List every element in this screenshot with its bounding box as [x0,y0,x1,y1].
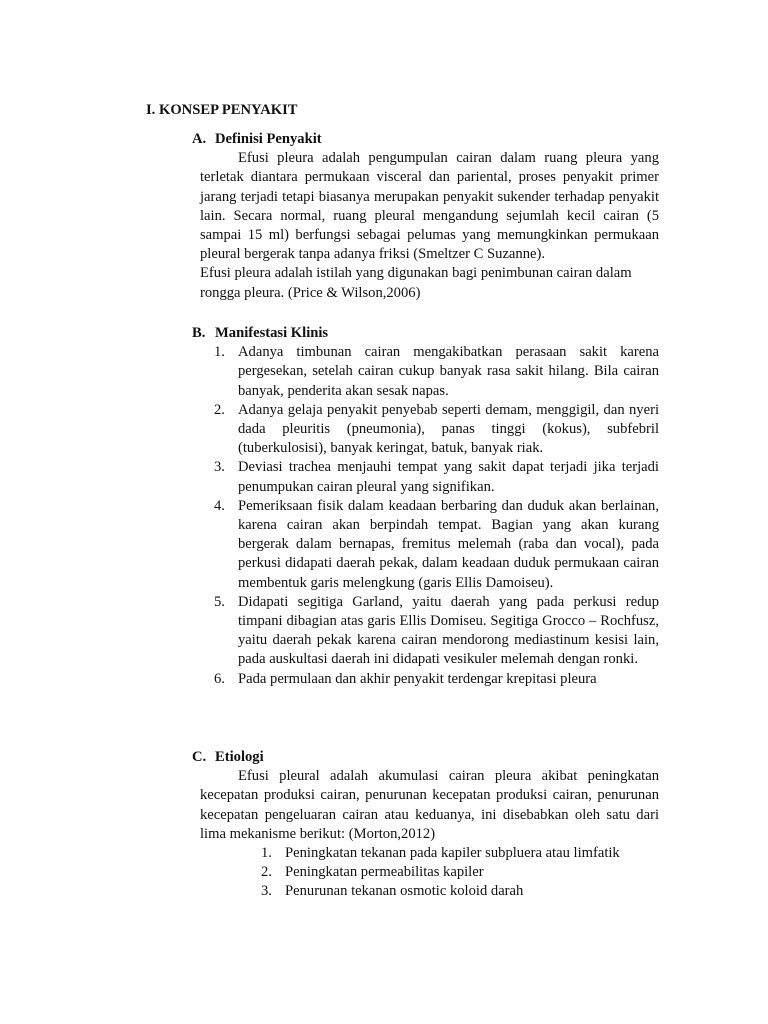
section-b-mark: B. [192,325,206,341]
list-item-text: Peningkatan permeabilitas kapiler [285,864,484,881]
etiologi-list [192,844,659,902]
list-item [261,882,659,901]
section-c-title-text: Etiologi [215,749,264,765]
section-c-body [192,767,659,844]
section-a-body [192,149,659,303]
list-item [214,670,659,689]
list-item-text: Penurunan tekanan osmotic koloid darah [285,883,524,900]
list-item-number: 2. [261,864,272,881]
list-item-text: Pada permulaan dan akhir penyakit terdengar krepitasi pleura [238,670,597,687]
section-a-title [192,130,659,149]
list-item-number: 3. [214,459,225,476]
list-item-number: 5. [214,593,225,610]
section-b [192,324,659,689]
list-item [214,401,659,459]
manifestasi-list [192,343,659,689]
section-c [192,748,659,902]
section-c-title [192,748,659,767]
list-item-number: 4. [214,497,225,514]
section-b-title-text: Manifestasi Klinis [215,325,329,341]
section-c-mark: C. [192,749,207,765]
section-a-mark: A. [192,131,207,147]
list-item [261,863,659,882]
list-item-number: 6. [214,670,225,687]
section-a-title-text: Definisi Penyakit [215,131,322,147]
list-item-number: 1. [261,845,272,862]
list-item-number: 3. [261,883,272,900]
list-item-number: 2. [214,401,225,418]
list-item [214,458,659,496]
list-item [214,593,659,670]
list-item-number: 1. [214,344,225,361]
list-item-text: Deviasi trachea menjauhi tempat yang sakit dapat terjadi jika terjadi penumpukan cairan pleural yang signifikan. [238,459,659,495]
list-item-text: Pemeriksaan fisik dalam keadaan berbaring dan duduk akan berlainan, karena cairan akan berpindah tempat. Bagian yang akan kurang bergerak dalam bernapas, fremitus melemah (raba dan vocal), pada perkusi didapati daerah pekak, dalam keadaan duduk permukaan cairan membentuk garis melengkung (garis Ellis Damoiseu). [238,497,659,591]
list-item-text: Adanya gelaja penyakit penyebab seperti demam, menggigil, dan nyeri dada pleuritis (pneumonia), panas tinggi (kokus), subfebril (tuberkulosisi), banyak keringat, batuk, banyak riak. [238,401,659,457]
main-heading: I. KONSEP PENYAKIT [146,102,298,118]
list-item [261,844,659,863]
list-item [214,497,659,593]
section-b-title [192,324,659,343]
list-item-text: Didapati segitiga Garland, yaitu daerah yang pada perkusi redup timpani dibagian atas garis Ellis Domiseu. Segitiga Grocco – Rochfusz, yaitu daerah pekak karena cairan mendorong mediastinum kesisi lain, pada auskultasi daerah ini didapati vesikuler melemah dengan ronki. [238,593,659,668]
section-a-paragraph-2: Efusi pleura adalah istilah yang digunakan bagi penimbunan cairan dalam rongga pleura. (Price & Wilson,2006) [200,265,632,301]
list-item-text: Adanya timbunan cairan mengakibatkan perasaan sakit karena pergesekan, setelah cairan cukup banyak rasa sakit hilang. Bila cairan banyak, penderita akan sesak napas. [238,344,659,399]
list-item-text: Peningkatan tekanan pada kapiler subpluera atau limfatik [285,845,620,862]
section-a [192,130,659,303]
section-c-paragraph-1: Efusi pleural adalah akumulasi cairan pleura akibat peningkatan kecepatan produksi cairan, penurunan kecepatan produksi cairan, penurunan kecepatan pengeluaran cairan atau keduanya, ini disebabkan oleh satu dari lima mekanisme berikut: (Morton,2012) [200,768,659,842]
section-a-paragraph-1: Efusi pleura adalah pengumpulan cairan dalam ruang pleura yang terletak diantara permukaan visceral dan pariental, proses penyakit primer jarang terjadi tetapi biasanya merupakan penyakit sukender terhadap penyakit lain. Secara normal, ruang pleural mengandung sejumlah kecil cairan (5 sampai 15 ml) berfungsi sebagai pelumas yang memungkinkan permukaan pleural bergerak tanpa adanya friksi (Smeltzer C Suzanne). [200,150,659,263]
list-item [214,343,659,401]
